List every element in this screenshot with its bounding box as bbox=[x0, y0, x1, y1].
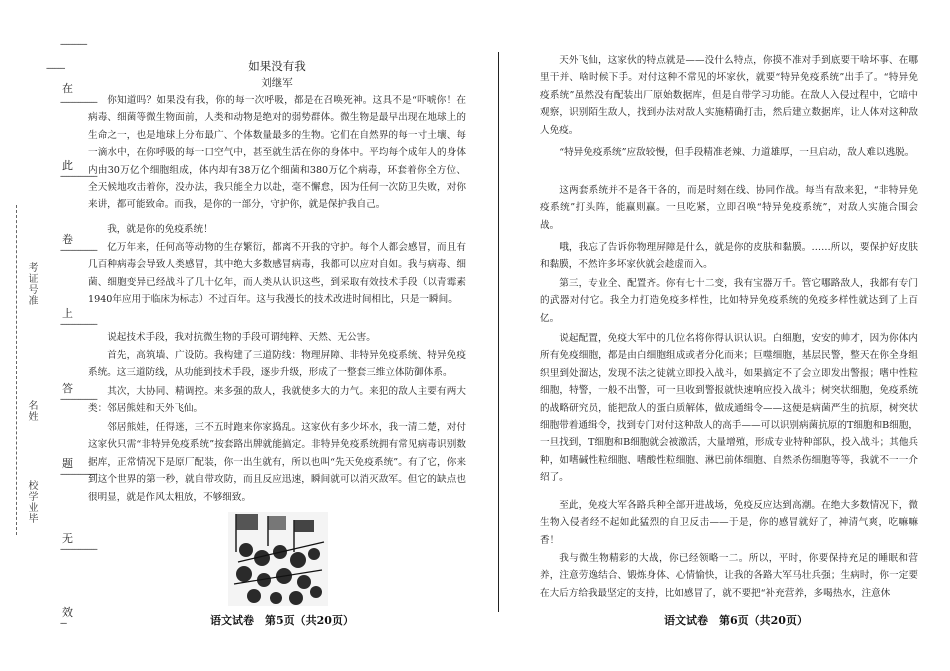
seal-char-3: 卷 bbox=[62, 233, 73, 246]
margin-dash-5: ------------------ bbox=[60, 395, 97, 405]
seal-char-7: 无 bbox=[62, 532, 73, 545]
seal-char-6: 题 bbox=[62, 457, 73, 470]
name-field: 名姓 bbox=[26, 400, 37, 422]
left-paragraph-1: 你知道吗？如果没有我，你的每一次呼吸，都是在召唤死神。这具不是“吓唬你！在病毒、细菌等微生物面前，人类和动物是绝对的弱势群体。微生物是最早出现在地球上的生命之一，也是地球上分布最广、个体数量最多的生物。它们在自然界的每一寸土壤、每一滴水中，在你呼吸的每一口空气中，甚至就生活在你的身体中。平均每个成年人的身体内由30万亿个细胞组成，体内却有38万亿个细菌和380万亿个病毒，环套着你全方位、全天候地攻击着你，没办法，我只能全力以赴，毫不懈怠，因为任何一次防卫失败，对你来讲，都可能致命。而我，是你的一部分，守护你，就是保护我自己。 bbox=[88, 95, 466, 211]
margin-dash-top: ------------- bbox=[60, 40, 87, 50]
battle-cartoon-illustration bbox=[228, 512, 328, 606]
right-paragraph-8: 我与微生物精彩的大战，你已经领略一二。所以，平时，你要保持充足的睡眠和营养，注意劳逸结合、锻炼身体、心情愉快，让我的各路大军马壮兵强；生病时，你一定要在大后方给我最坚定的支持，比如感冒了，就不要把“补充营养，多喝热水，注意休 bbox=[540, 553, 918, 599]
seal-char-1: 在 bbox=[62, 82, 73, 95]
left-paragraph-7: 邻居熊娃，任得迷，三不五时跑来你家捣乱。这家伙有多少坏水，我一清二楚，对付这家伙只需“非特异免疫系统”按套路出牌就能搞定。非特异免疫系统拥有常见病毒识别数据库，正常情况下是原厂配装，你一出生就有，所以也叫“先天免疫系统”。有了它，你来到这个世界的第一秒，就自带攻防，而且反应迅速，瞬间就可以消灭敌军。但它的缺点也很明显，就是作风太粗放，不够细致。 bbox=[88, 422, 466, 503]
right-page-footer: 语文试卷 第6页（共20页） bbox=[664, 614, 808, 627]
margin-dash-7: ------------------ bbox=[60, 545, 97, 555]
left-paragraph-3: 亿万年来，任何高等动物的生存繁衍，都离不开我的守护。每个人都会感冒，而且有几百种病毒会导致人类感冒，其中绝大多数感冒病毒，我都可以应对自如。我与病毒、细菌、细胞变异已经战斗了几十亿年，而人类从认识这些，到采取有效技术手段（以青霉素1940年应用于临床为标志）不过百年。这与我漫长的技术改进时间相比，只是一瞬间。 bbox=[88, 242, 466, 306]
margin-vertical-rule bbox=[16, 205, 17, 535]
exam-number-field: 考证号准 bbox=[26, 262, 37, 306]
left-paragraph-5: 首先，高筑墙、广设防。我构建了三道防线：物理屏障、非特异免疫系统、特异免疫系统。这三道防线，从功能到技术手段，逐步升级，形成了一整套三维立体防御体系。 bbox=[88, 350, 466, 379]
right-paragraph-6: 说起配置，免疫大军中的几位名将你得认识认识。白细胞，安安的帅才，因为你体内所有免疫细胞，都是由白细胞组成或者分化而来；巨噬细胞，基层民警，整天在你全身组织里到处溜达，发现不法之徒就立即投入战斗，如果搞定不了会立即发出警报；嗜中性粒细胞，特警，一般不出警，可一旦收到警报就快速响应投入战斗；树突状细胞，免疫系统的战略研究员，能把敌人的蛋白质解体，做成通缉令——这便是病菌严生的抗原，树突状细胞带着通缉令，找到专门对付这种敌人的高手——可以识别病菌抗原的T细胞和B细胞，一旦找到，T细胞和B细胞就会被激活，大量增殖，形成专业特种部队，投入战斗；其他兵种，如嗜碱性粒细胞、嗜酸性粒细胞、淋巴前体细胞、自然杀伤细胞等等，我就不一一介绍了。 bbox=[540, 333, 919, 484]
article-author: 刘继军 bbox=[261, 77, 293, 89]
right-paragraph-4: 哦，我忘了告诉你物理屏障是什么，就是你的皮肤和黏膜。……所以，要保护好皮肤和黏膜，不然许多坏家伙就会趁虚而入。 bbox=[540, 242, 918, 271]
left-paragraph-4: 说起技术手段，我对抗微生物的手段可谓纯粹、天然、无公害。 bbox=[107, 332, 376, 343]
left-paragraph-2: 我，就是你的免疫系统！ bbox=[107, 224, 213, 235]
seal-char-8: 效 bbox=[62, 606, 73, 619]
seal-char-5: 答 bbox=[62, 382, 73, 395]
article-title: 如果没有我 bbox=[248, 59, 306, 73]
right-paragraph-2: “特异免疫系统”应敌较慢，但手段精准老辣、力道雄厚，一旦启动，敌人难以逃脱。 bbox=[559, 147, 915, 158]
margin-dash-4: ------------------ bbox=[60, 320, 97, 330]
seal-char-4: 上 bbox=[62, 307, 73, 320]
margin-dash-3: ------------------ bbox=[60, 246, 97, 256]
right-paragraph-7: 至此，免疫大军各路兵种全部开进战场，免疫反应达到高潮。在绝大多数情况下，微生物入侵者经不起如此猛烈的自卫反击——于是，你的感冒就好了，神清气爽，吃嘛嘛香！ bbox=[540, 500, 918, 546]
right-paragraph-3: 这两套系统并不是各干各的，而是时刻在线、协同作战。每当有敌来犯，“非特异免疫系统”打头阵，能赢则赢。一旦吃紧，立即召唤“特异免疫系统”，对敌人实施合围会战。 bbox=[540, 185, 918, 231]
margin-dash-1: ------------------ bbox=[60, 98, 97, 108]
seal-char-2: 此 bbox=[62, 159, 73, 172]
page-divider bbox=[498, 52, 499, 612]
left-page-footer: 语文试卷 第5页（共20页） bbox=[210, 614, 354, 627]
right-paragraph-1: 天外飞仙，这家伙的特点就是——没什么特点，你摸不准对手到底要干啥坏事、在哪里干并、啥时候下手。对付这种不常见的坏家伙，就要“特异免疫系统”出手了。“特异免疫系统”虽然没有配装出厂原始数据库，但是自带学习功能。在敌人入侵过程中，它暗中观察，识别陌生敌人，找到办法对敌人实施精确打击，然后建立数据库，让人体对这种敌人免疫。 bbox=[540, 55, 918, 136]
left-paragraph-6: 其次，大协同、精调控。来多强的敌人，我就使多大的力气。来犯的敌人主要有两大类：邻居熊娃和天外飞仙。 bbox=[88, 386, 466, 415]
margin-dash-tail: --- bbox=[60, 619, 67, 629]
margin-dash-2: ------------------ bbox=[60, 172, 97, 182]
school-field: 校学业毕 bbox=[26, 480, 37, 524]
margin-dash-6: ------------------ bbox=[60, 470, 97, 480]
right-paragraph-5: 第三，专业全、配置齐。你有七十二变，我有宝器万千。管它哪路敌人，我都有专门的武器对付它。我全力打造免疫多样性，比如特异免疫系统的免疫多样性就达到了上百亿。 bbox=[540, 278, 918, 324]
margin-dash-short: --------- bbox=[46, 64, 65, 74]
